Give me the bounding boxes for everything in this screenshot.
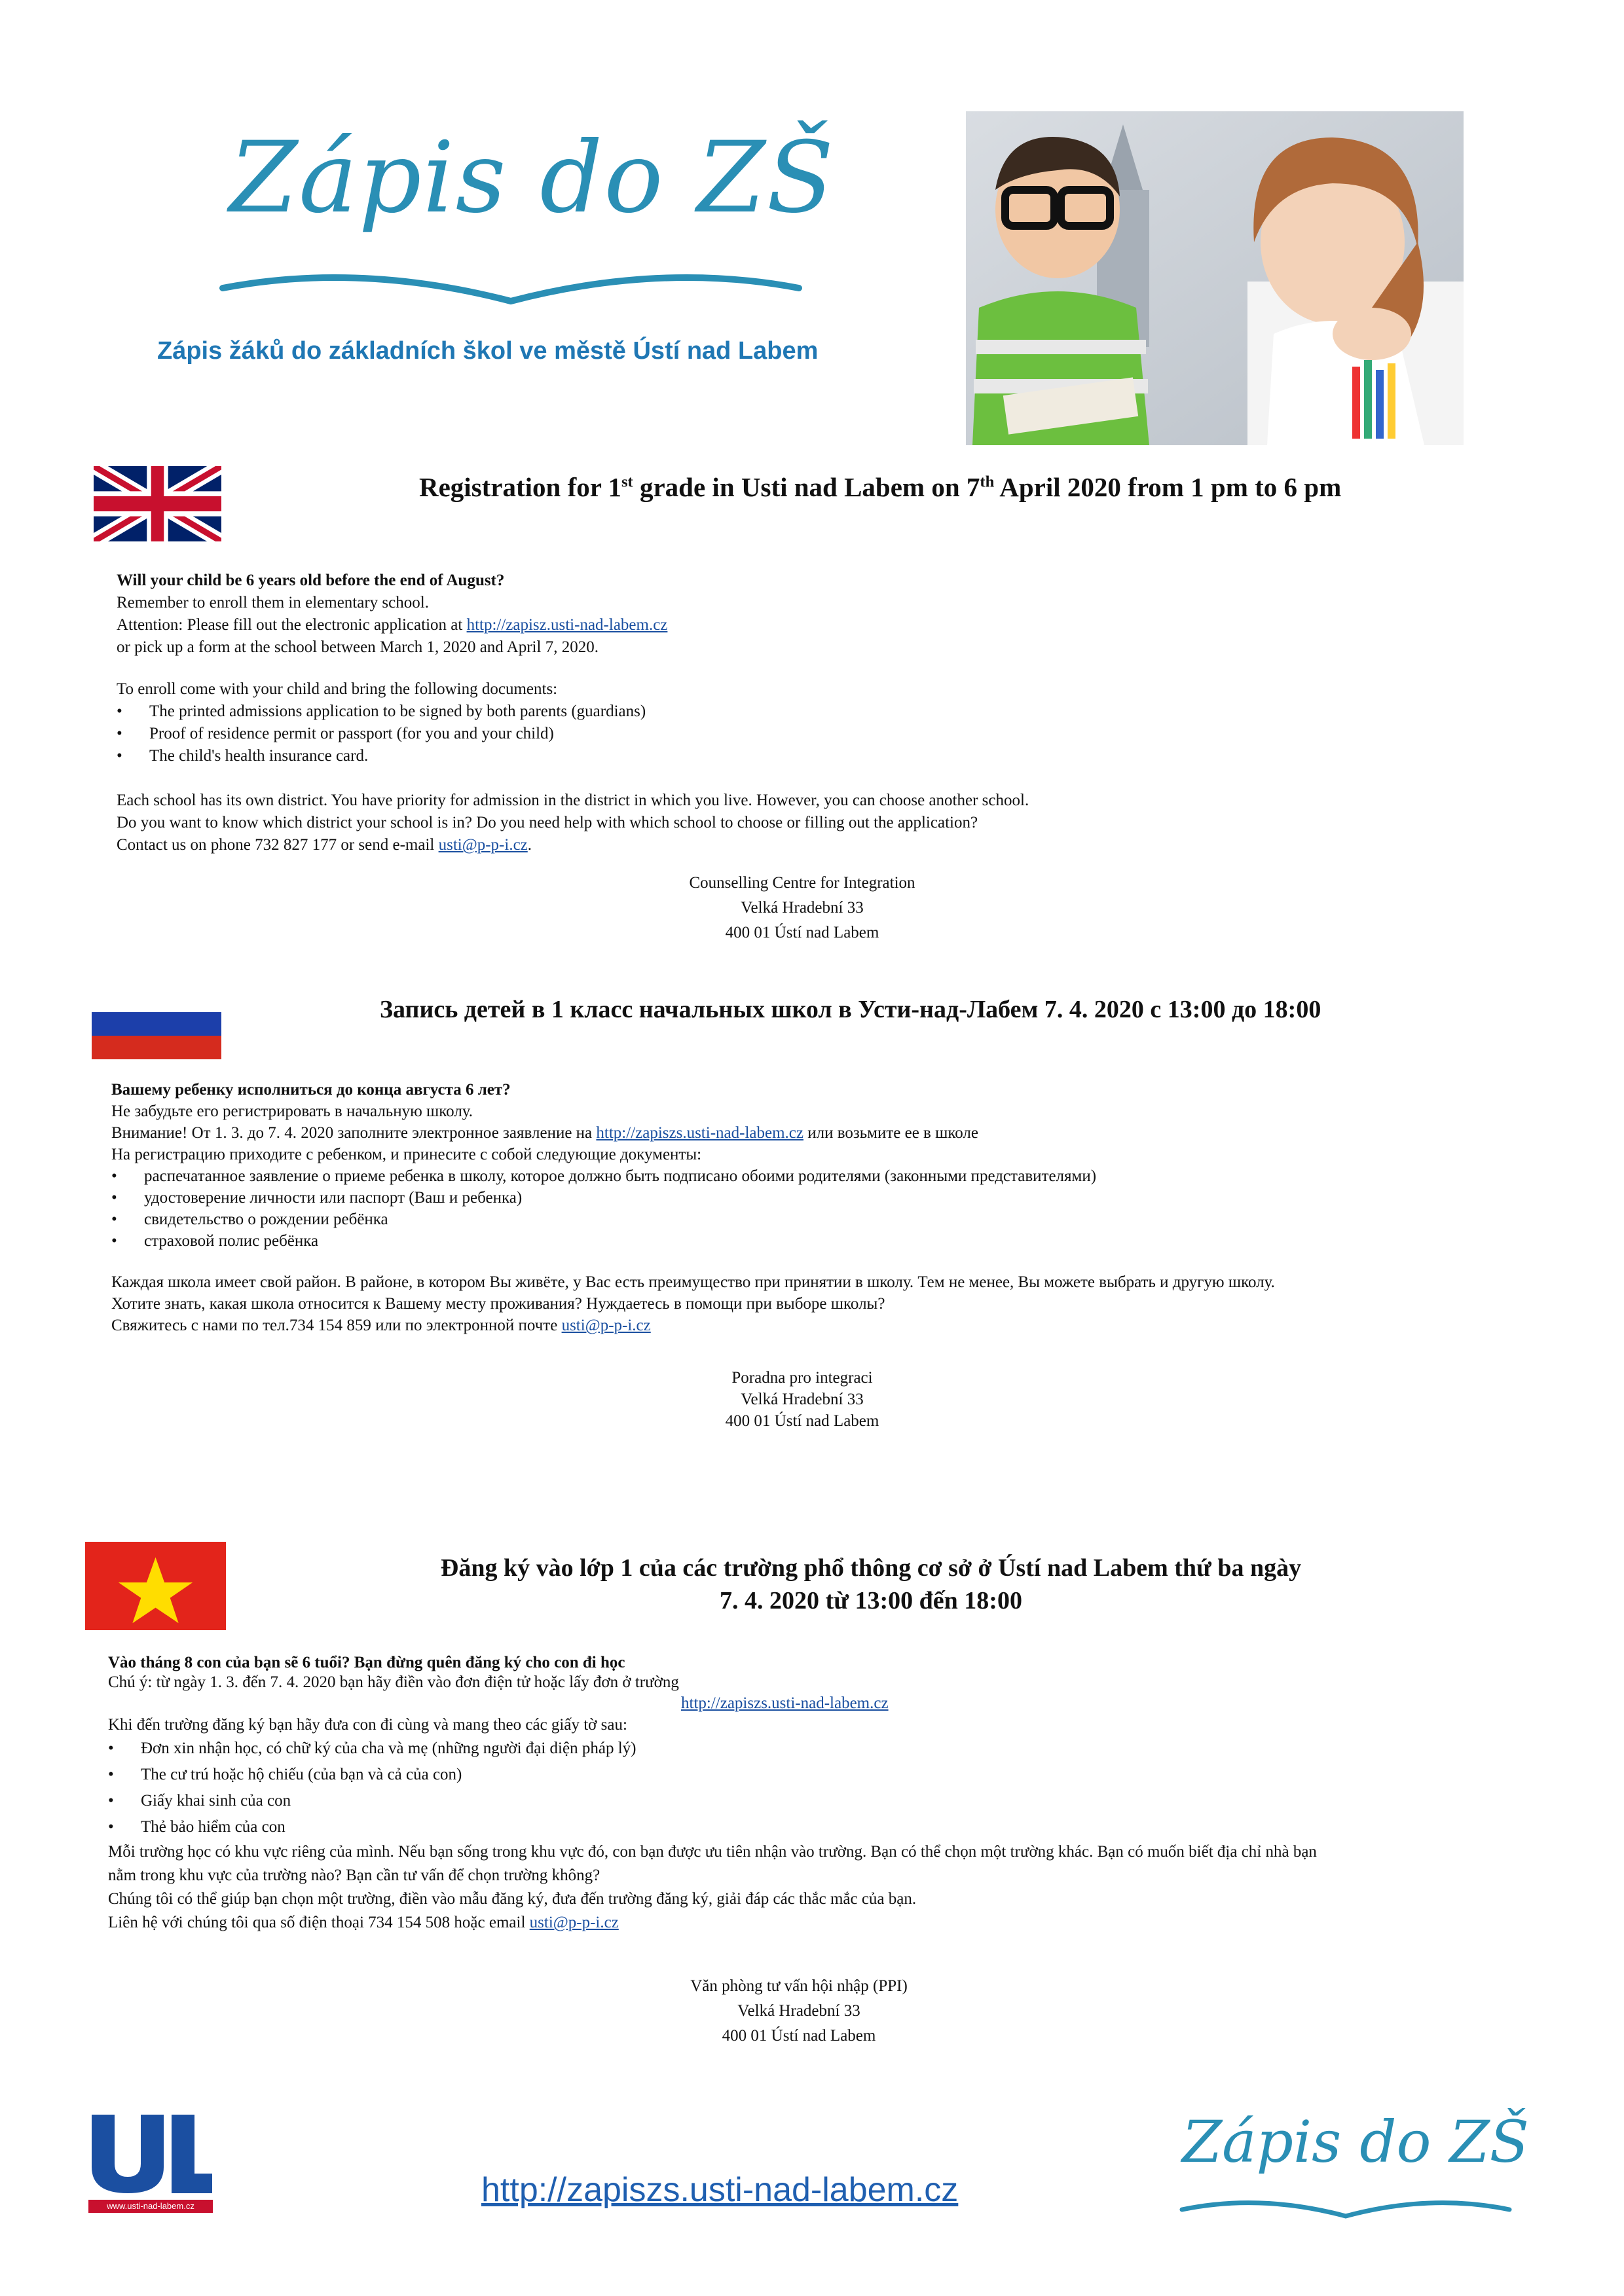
vn-flag-icon	[85, 1542, 226, 1630]
list-item: • свидетельство о рождении ребёнка	[111, 1209, 1500, 1230]
en-address-line3: 400 01 Ústí nad Labem	[725, 924, 879, 941]
en-title-sup1: st	[621, 473, 633, 491]
header-subtitle: Zápis žáků do základních škol ve městě Ústí nad Labem	[157, 337, 819, 365]
vn-address-line3: 400 01 Ústí nad Labem	[722, 2027, 876, 2045]
en-question: Will your child be 6 years old before the end of August?	[117, 572, 505, 589]
ru-address-line1: Poradna pro integraci	[731, 1369, 873, 1387]
en-address	[589, 871, 1015, 945]
list-item: • Đơn xin nhận học, có chữ ký của cha và mẹ (những người đại diện pháp lý)	[108, 1736, 1516, 1762]
ru-address	[589, 1367, 1015, 1432]
ul-logo-caption: www.usti-nad-labem.cz	[88, 2200, 213, 2213]
header-photo	[966, 111, 1464, 445]
ru-address-line2: Velká Hradební 33	[741, 1391, 864, 1408]
vn-docs-list	[108, 1736, 1516, 1840]
vn-title	[367, 1552, 1375, 1617]
vn-para2: Chúng tôi có thể giúp bạn chọn một trường, điền vào mẫu đăng ký, đưa đến trường đăng ký, giải đáp các thắc mắc của bạn.	[108, 1890, 917, 1908]
uk-flag-icon	[94, 466, 221, 541]
en-email-link[interactable]: usti@p-p-i.cz	[438, 836, 528, 854]
list-item: • The printed admissions application to be signed by both parents (guardians)	[117, 701, 1479, 723]
en-application-link[interactable]: http://zapisz.usti-nad-labem.cz	[466, 616, 668, 634]
ru-docs-list	[111, 1165, 1500, 1252]
vn-para1: Mỗi trường học có khu vực riêng của mình. Nếu bạn sống trong khu vực đó, con bạn được ưu tiên nhận vào trường. Bạn có thể chọn một trường khác. Bạn có muốn biết địa chỉ nhà bạn	[108, 1843, 1317, 1861]
en-title-part3: April 2020 from 1 pm to 6 pm	[994, 472, 1342, 502]
en-address-line1: Counselling Centre for Integration	[689, 874, 915, 892]
vn-application-link[interactable]: http://zapiszs.usti-nad-labem.cz	[681, 1694, 889, 1712]
en-para3-text: Contact us on phone 732 827 177 or send e-mail	[117, 836, 439, 854]
en-para3-end: .	[527, 836, 532, 854]
ru-line2-end: или возьмите ее в школе	[803, 1124, 978, 1142]
en-address-line2: Velká Hradební 33	[741, 899, 864, 917]
vn-address-line1: Văn phòng tư vấn hội nhập (PPI)	[690, 1977, 908, 1995]
en-line2	[117, 614, 1479, 636]
ru-para2: Хотите знать, какая школа относится к Вашему месту проживания? Нуждаетесь в помощи при выборе школы?	[111, 1295, 885, 1313]
en-para3	[117, 834, 1479, 856]
ru-question: Вашему ребенку исполниться до конца августа 6 лет?	[111, 1081, 511, 1099]
ru-para3	[111, 1315, 1500, 1336]
ru-title: Запись детей в 1 класс начальных школ в Усти-над-Лабем 7. 4. 2020 с 13:00 до 18:00	[380, 996, 1321, 1023]
en-para2: Do you want to know which district your school is in? Do you need help with which school to choose or filling out the application?	[117, 814, 978, 831]
en-body	[117, 570, 1479, 856]
en-docs-list	[117, 701, 1479, 767]
ru-para3-text: Свяжитесь с нами по тел.734 154 859 или по электронной почте	[111, 1317, 562, 1334]
en-line1: Remember to enroll them in elementary school.	[117, 594, 429, 611]
list-item: • Giấy khai sinh của con	[108, 1788, 1516, 1814]
header-logo-text: Zápis do ZŠ	[229, 121, 836, 235]
en-title-part2: grade in Usti nad Labem on 7	[633, 472, 980, 502]
vn-para1b: nằm trong khu vực của trường nào? Bạn cần tư vấn để chọn trường không?	[108, 1867, 600, 1884]
ru-line2	[111, 1122, 1500, 1144]
ru-address-line3: 400 01 Ústí nad Labem	[725, 1412, 879, 1430]
en-line2-text: Attention: Please fill out the electronic application at	[117, 616, 467, 634]
header-logo-swoosh	[210, 249, 812, 327]
vn-address-line2: Velká Hradební 33	[737, 2002, 860, 2020]
ru-line1: Не забудьте его регистрировать в начальную школу.	[111, 1102, 473, 1120]
vn-email-link[interactable]: usti@p-p-i.cz	[529, 1914, 619, 1931]
en-para1: Each school has its own district. You have priority for admission in the district in which you live. However, you can choose another school.	[117, 792, 1029, 809]
vn-para3-text: Liên hệ với chúng tôi qua số điện thoại 734 154 508 hoặc email	[108, 1914, 530, 1931]
ru-flag-icon	[92, 989, 221, 1059]
vn-body	[108, 1653, 1516, 1935]
vn-title-line1: Đăng ký vào lớp 1 của các trường phổ thông cơ sở ở Ústí nad Labem thứ ba ngày	[440, 1554, 1302, 1582]
vn-address	[576, 1974, 1022, 2049]
list-item: • The cư trú hoặc hộ chiếu (của bạn và cả của con)	[108, 1762, 1516, 1788]
ru-body	[111, 1079, 1500, 1336]
en-title-part1: Registration for 1	[419, 472, 621, 502]
vn-title-line2: 7. 4. 2020 từ 13:00 đến 18:00	[720, 1587, 1022, 1614]
list-item: • удостоверение личности или паспорт (Ваш и ребенка)	[111, 1187, 1500, 1209]
ru-para1: Каждая школа имеет свой район. В районе, в котором Вы живёте, у Вас есть преимущество при принятии в школу. Тем не менее, Вы можете выбрать и другую школу.	[111, 1273, 1275, 1291]
vn-line2: Khi đến trường đăng ký bạn hãy đưa con đi cùng và mang theo các giấy tờ sau:	[108, 1716, 627, 1734]
ru-line3: На регистрацию приходите с ребенком, и принесите с собой следующие документы:	[111, 1146, 702, 1163]
footer-url-link[interactable]: http://zapiszs.usti-nad-labem.cz	[481, 2171, 959, 2209]
ul-city-logo	[85, 2108, 216, 2213]
ul-logo-icon	[85, 2108, 216, 2196]
list-item: • страховой полис ребёнка	[111, 1230, 1500, 1252]
footer-logo-text: Zápis do ZŠ	[1182, 2108, 1529, 2176]
list-item: • The child's health insurance card.	[117, 745, 1479, 767]
vn-question: Vào tháng 8 con của bạn sẽ 6 tuổi? Bạn đừng quên đăng ký cho con đi học	[108, 1654, 625, 1671]
en-line3: or pick up a form at the school between March 1, 2020 and April 7, 2020.	[117, 638, 599, 656]
en-title	[419, 471, 1341, 503]
list-item: • распечатанное заявление о приеме ребенка в школу, которое должно быть подписано обоими родителями (законными представителями)	[111, 1165, 1500, 1187]
en-docs-intro: To enroll come with your child and bring the following documents:	[117, 680, 558, 698]
footer-logo	[1175, 2108, 1529, 2239]
footer-logo-swoosh	[1175, 2187, 1516, 2232]
vn-line1: Chú ý: từ ngày 1. 3. đến 7. 4. 2020 bạn hãy điền vào đơn điện tử hoặc lấy đơn ở trường	[108, 1673, 679, 1691]
en-title-sup2: th	[980, 473, 995, 491]
vn-para3	[108, 1911, 1516, 1935]
header-logo	[210, 121, 836, 331]
ru-application-link[interactable]: http://zapiszs.usti-nad-labem.cz	[596, 1124, 803, 1142]
ru-line2-text: Внимание! От 1. 3. до 7. 4. 2020 заполните электронное заявление на	[111, 1124, 597, 1142]
list-item: • Thẻ bảo hiểm của con	[108, 1814, 1516, 1840]
ru-email-link[interactable]: usti@p-p-i.cz	[561, 1317, 651, 1334]
list-item: • Proof of residence permit or passport (for you and your child)	[117, 723, 1479, 745]
